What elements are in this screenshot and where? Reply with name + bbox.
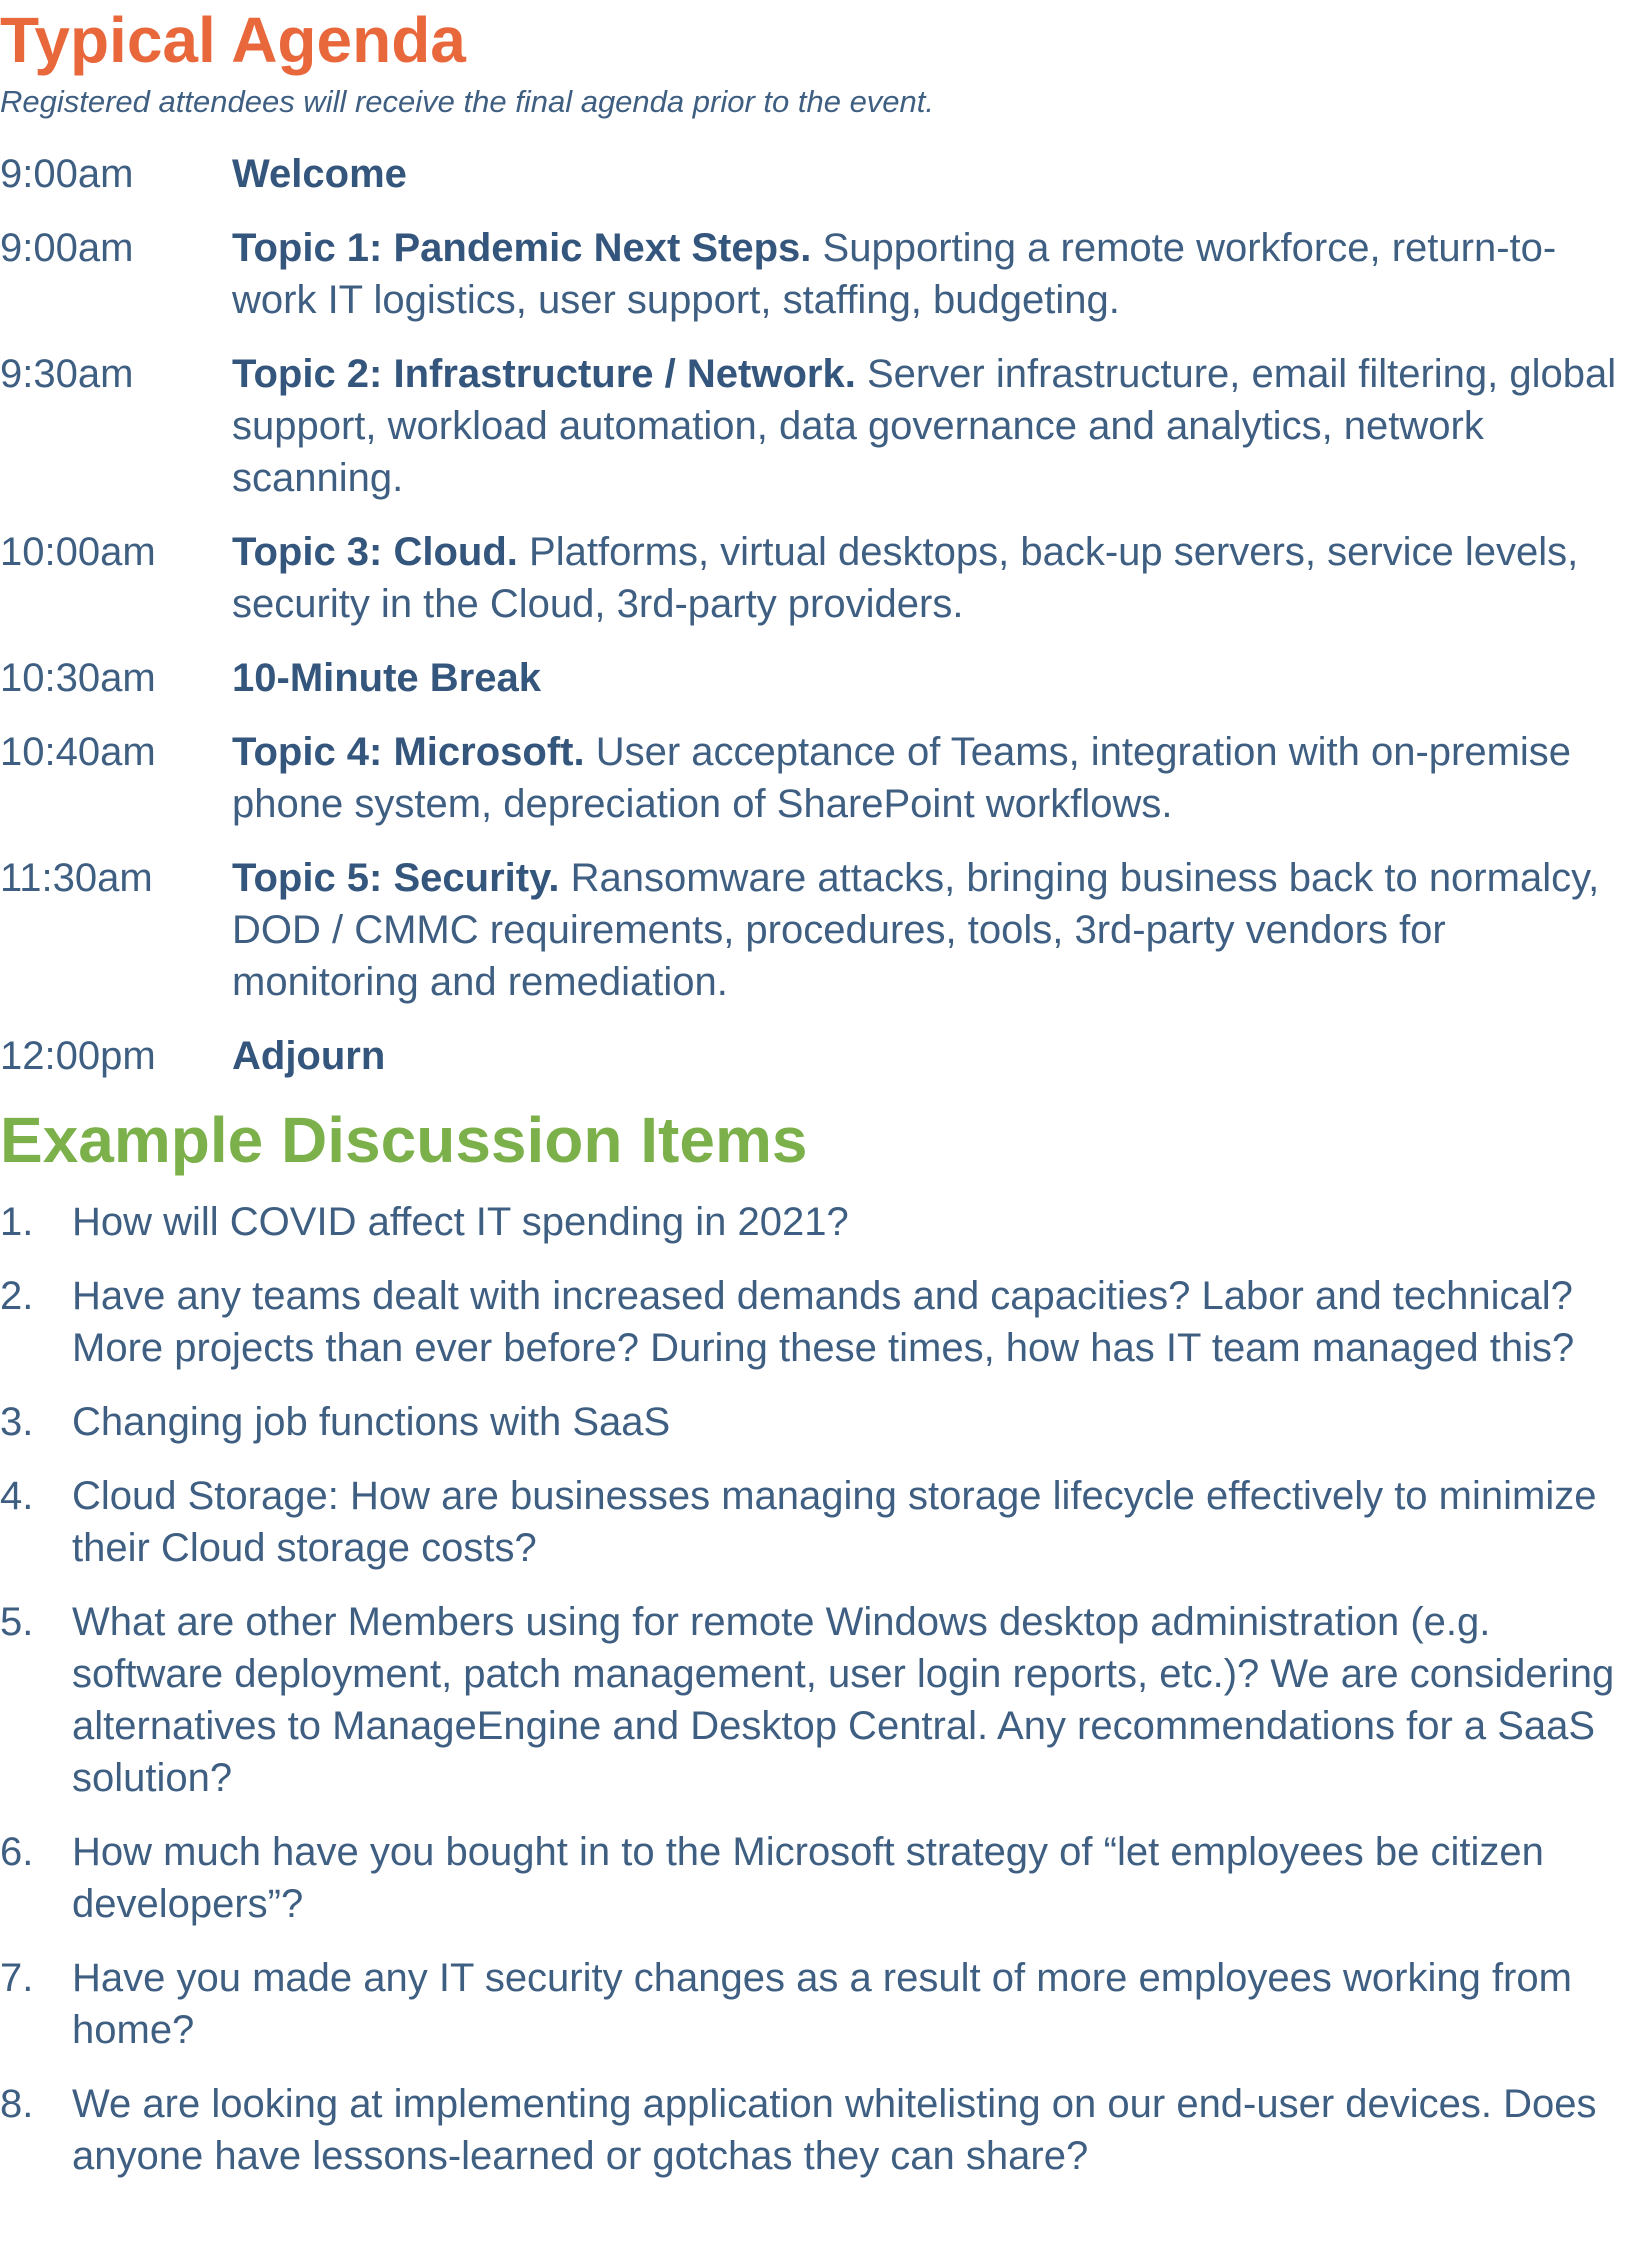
agenda-content	[232, 852, 1650, 1008]
agenda-content	[232, 652, 1650, 704]
agenda-time: 11:30am	[0, 856, 153, 900]
agenda-subtitle: Registered attendees will receive the final agenda prior to the event.	[0, 84, 935, 119]
discussion-item	[0, 1826, 1650, 1930]
agenda-content	[232, 1030, 1650, 1082]
agenda-topic: Topic 3: Cloud.	[232, 530, 518, 574]
agenda-content	[232, 148, 1650, 200]
agenda-time: 10:40am	[0, 730, 156, 774]
discussion-text: How will COVID affect IT spending in 2021?	[72, 1200, 849, 1244]
agenda-content	[232, 726, 1650, 830]
agenda-topic: Topic 1: Pandemic Next Steps.	[232, 226, 812, 270]
discussion-number: 6.	[0, 1830, 34, 1874]
discussion-item	[0, 1952, 1650, 2056]
agenda-time: 10:30am	[0, 656, 156, 700]
discussion-text: Have you made any IT security changes as a result of more employees working from home?	[72, 1956, 1572, 2052]
discussion-list	[0, 1196, 1650, 2204]
agenda-time: 12:00pm	[0, 1034, 156, 1078]
agenda-time: 9:00am	[0, 226, 134, 270]
agenda-description: Server infrastructure, email filtering, global support, workload automation, data governance and analytics, network scanning.	[232, 352, 1617, 500]
discussion-item	[0, 1596, 1650, 1804]
agenda-list	[0, 148, 1650, 1104]
discussion-number: 7.	[0, 1956, 34, 2000]
discussion-title: Example Discussion Items	[0, 1104, 808, 1176]
discussion-number: 3.	[0, 1400, 34, 1444]
agenda-topic: 10-Minute Break	[232, 656, 541, 700]
discussion-text: How much have you bought in to the Microsoft strategy of “let employees be citizen developers”?	[72, 1830, 1544, 1926]
agenda-description: Ransomware attacks, bringing business back to normalcy, DOD / CMMC requirements, procedures, tools, 3rd-party vendors for monitoring and remediation.	[232, 856, 1600, 1004]
agenda-time: 9:30am	[0, 352, 134, 396]
discussion-number: 4.	[0, 1474, 34, 1518]
agenda-title: Typical Agenda	[0, 4, 466, 76]
discussion-text: Have any teams dealt with increased demands and capacities? Labor and technical? More projects than ever before? During these times, how has IT team managed this?	[72, 1274, 1575, 1370]
agenda-item-topic-4	[0, 726, 1650, 830]
agenda-topic: Welcome	[232, 152, 407, 196]
agenda-topic: Topic 2: Infrastructure / Network.	[232, 352, 856, 396]
agenda-description: User acceptance of Teams, integration with on-premise phone system, depreciation of SharePoint workflows.	[232, 730, 1572, 826]
discussion-number: 8.	[0, 2082, 34, 2126]
agenda-item-break	[0, 652, 1650, 704]
agenda-item-topic-3	[0, 526, 1650, 630]
discussion-number: 5.	[0, 1600, 34, 1644]
discussion-item	[0, 1196, 1650, 1248]
discussion-text: Cloud Storage: How are businesses managing storage lifecycle effectively to minimize their Cloud storage costs?	[72, 1474, 1597, 1570]
discussion-item	[0, 2078, 1650, 2182]
agenda-content	[232, 222, 1650, 326]
agenda-topic: Topic 4: Microsoft.	[232, 730, 585, 774]
discussion-number: 2.	[0, 1274, 34, 1318]
agenda-topic: Adjourn	[232, 1034, 386, 1078]
agenda-time: 10:00am	[0, 530, 156, 574]
agenda-item-topic-5	[0, 852, 1650, 1008]
discussion-item	[0, 1270, 1650, 1374]
discussion-item	[0, 1396, 1650, 1448]
agenda-topic: Topic 5: Security.	[232, 856, 560, 900]
agenda-content	[232, 526, 1650, 630]
discussion-number: 1.	[0, 1200, 34, 1244]
agenda-item-adjourn	[0, 1030, 1650, 1082]
agenda-description: Platforms, virtual desktops, back-up servers, service levels, security in the Cloud, 3rd-party providers.	[232, 530, 1579, 626]
agenda-time: 9:00am	[0, 152, 134, 196]
agenda-item-welcome	[0, 148, 1650, 200]
discussion-item	[0, 1470, 1650, 1574]
agenda-description: Supporting a remote workforce, return-to-work IT logistics, user support, staffing, budgeting.	[232, 226, 1557, 322]
agenda-content	[232, 348, 1650, 504]
agenda-item-topic-1	[0, 222, 1650, 326]
discussion-text: What are other Members using for remote Windows desktop administration (e.g. software deployment, patch management, user login reports, etc.)? We are considering alternatives to ManageEngine and Desktop Central. Any recommendations for a SaaS solution?	[72, 1600, 1615, 1800]
discussion-text: Changing job functions with SaaS	[72, 1400, 671, 1444]
discussion-text: We are looking at implementing application whitelisting on our end-user devices. Does anyone have lessons-learned or gotchas they can share?	[72, 2082, 1597, 2178]
agenda-item-topic-2	[0, 348, 1650, 504]
